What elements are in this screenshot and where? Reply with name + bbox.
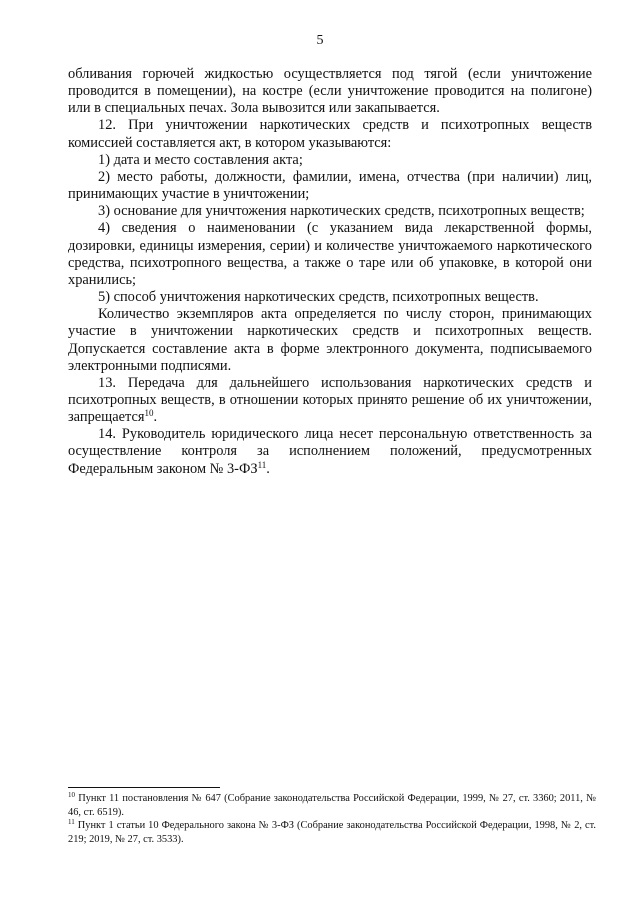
paragraph-continuation: обливания горючей жидкостью осуществляется под тягой (если уничтожение проводится в помещении), на костре (если уничтожение проводится на полигоне) или в специальных печах. Зола вывозится или закапывается. [68,66,592,117]
footnote-ref-11[interactable]: 11 [257,459,267,470]
paragraph-13-text: 13. Передача для дальнейшего использования наркотических средств и психотропных веществ, в отношении которых принято решение об их уничтожении, запрещается [68,374,592,426]
list-item-4: 4) сведения о наименовании (с указанием вида лекарственной формы, дозировки, единицы измерения, серии) и количестве уничтожаемого наркотического средства, психотропного вещества, а также о таре или об упаковке, в которой они хранились; [68,220,592,288]
footnotes [68,792,596,846]
footnote-11 [68,819,596,846]
paragraph-14-end: . [266,460,270,477]
list-item-5: 5) способ уничтожения наркотических средств, психотропных веществ. [98,289,539,306]
footnote-11-text: Пункт 1 статьи 10 Федерального закона № 3-ФЗ (Собрание законодательства Российской Федерации, 1998, № 2, ст. 219; 2019, № 27, ст. 3533). [68,820,596,845]
list-item-2: 2) место работы, должности, фамилии, имена, отчества (при наличии) лиц, принимающих участие в уничтожении; [68,168,592,203]
paragraph-14-text: 14. Руководитель юридического лица несет персональную ответственность за осуществление контроля за исполнением положений, предусмотренных Федеральным законом № 3-ФЗ [68,426,592,477]
page-number: 5 [316,33,324,48]
paragraph-12: 12. При уничтожении наркотических средств и психотропных веществ комиссией составляется акт, в котором указываются: [68,117,592,151]
footnote-ref-10[interactable]: 10 [144,408,154,419]
footnote-10 [68,792,596,819]
paragraph-14 [68,426,592,477]
paragraph-13 [68,375,592,426]
footnote-10-text: Пункт 11 постановления № 647 (Собрание законодательства Российской Федерации, 1999, № 27, ст. 3360; 2011, № 46, ст. 6519). [68,793,596,818]
paragraph-13-end: . [153,409,158,426]
footnote-marker-10: 10 [68,791,75,799]
footnote-divider [68,787,220,788]
footnote-marker-11: 11 [68,818,75,827]
list-item-3: 3) основание для уничтожения наркотических средств, психотропных веществ; [98,203,585,220]
document-body [68,66,592,478]
paragraph-act-copies: Количество экземпляров акта определяется по числу сторон, принимающих участие в уничтожении наркотических средств и психотропных веществ. Допускается составление акта в форме электронного документа, подписываемого электронными подписями. [68,306,592,374]
list-item-1: 1) дата и место составления акта; [98,151,303,168]
